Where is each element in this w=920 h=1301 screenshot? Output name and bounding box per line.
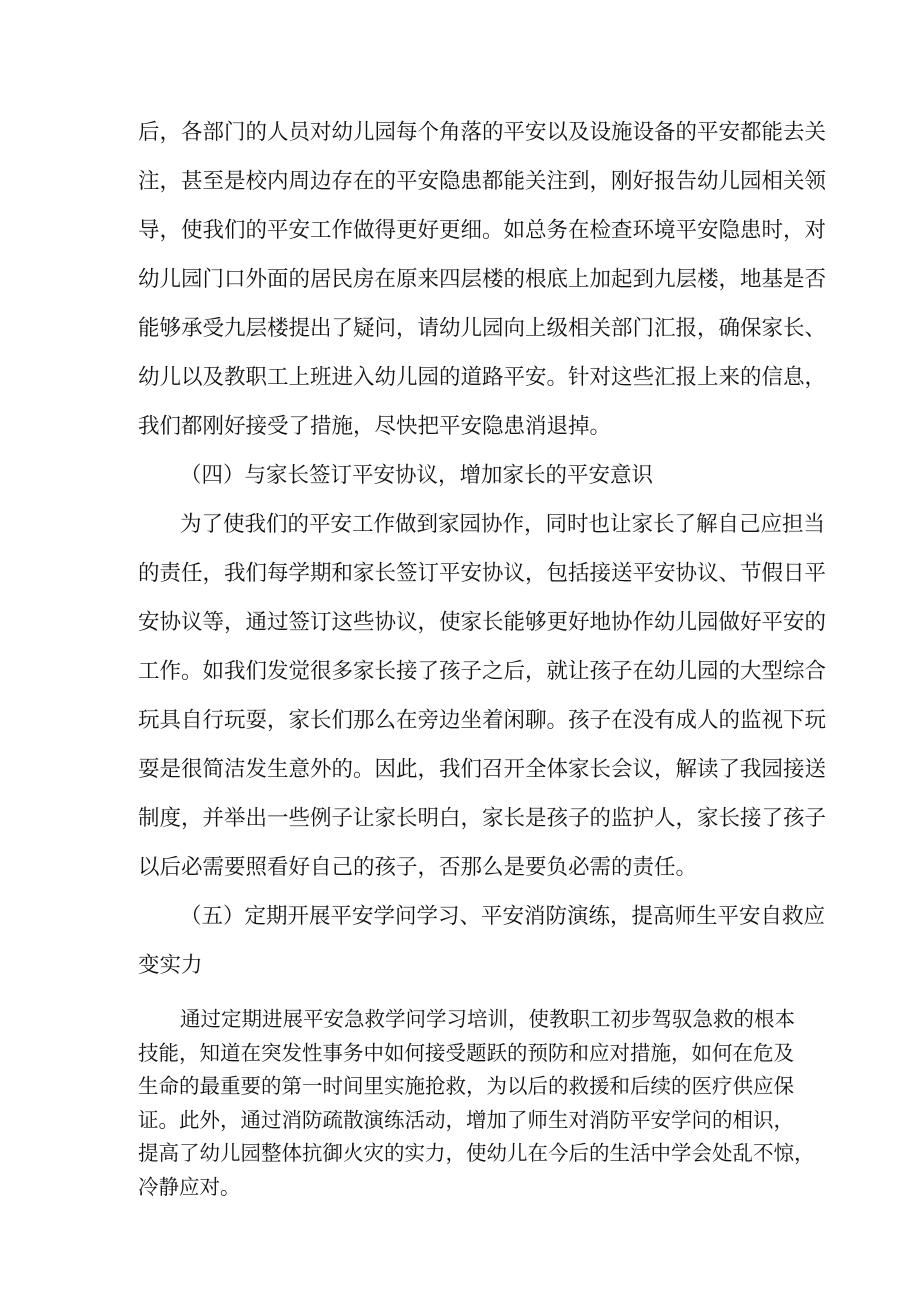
paragraph-2-line: 以后必需要照看好自己的孩子，否那么是要负必需的责任。 [138,855,698,880]
paragraph-3-line: 证。此外，通过消防疏散演练活动，增加了师生对消防平安学问的相识， [138,1108,794,1132]
paragraph-1-line: 我们都刚好接受了措施，尽快把平安隐患消退掉。 [138,414,612,439]
paragraph-2-line: 玩具自行玩耍，家长们那么在旁边坐着闲聊。孩子在没有成人的监视下玩 [138,708,827,733]
paragraph-2-line: 工作。如我们发觉很多家长接了孩子之后，就让孩子在幼儿园的大型综合 [138,659,827,684]
paragraph-2-line: 制度，并举出一些例子让家长明白，家长是孩子的监护人，家长接了孩子 [138,806,827,831]
paragraph-1-line: 导，使我们的平安工作做得更好更细。如总务在检查环境平安隐患时，对 [138,218,827,243]
paragraph-3-line: 技能，知道在突发性事务中如何接受题跃的预防和应对措施，如何在危及 [138,1041,794,1065]
paragraph-3-line: 冷静应对。 [138,1175,241,1199]
paragraph-2-line: 安协议等，通过签订这些协议，使家长能够更好地协作幼儿园做好平安的 [138,610,827,635]
paragraph-1-line: 幼儿以及教职工上班进入幼儿园的道路平安。针对这些汇报上来的信息， [138,365,827,390]
section-heading-5-continued: 变实力 [138,953,203,978]
paragraph-1-line: 幼儿园门口外面的居民房在原来四层楼的根底上加起到九层楼，地基是否 [138,267,827,292]
paragraph-3-line: 生命的最重要的第一时间里实施抢救，为以后的救援和后续的医疗供应保 [138,1074,794,1098]
paragraph-1-line: 后，各部门的人员对幼儿园每个角落的平安以及设施设备的平安都能去关 [138,120,827,145]
paragraph-1-line: 能够承受九层楼提出了疑问，请幼儿园向上级相关部门汇报，确保家长、 [138,316,827,341]
paragraph-2-line: 为了使我们的平安工作做到家园协作，同时也让家长了解自己应担当 [180,512,826,537]
paragraph-1-line: 注，甚至是校内周边存在的平安隐患都能关注到，刚好报告幼儿园相关领 [138,169,827,194]
paragraph-3-line: 提高了幼儿园整体抗御火灾的实力，使幼儿在今后的生活中学会处乱不惊， [138,1141,815,1165]
paragraph-2-line: 耍是很简洁发生意外的。因此，我们召开全体家长会议，解读了我园接送 [138,757,827,782]
paragraph-3-line: 通过定期进展平安急救学问学习培训，使教职工初步驾驭急救的根本 [180,1007,795,1031]
paragraph-2-line: 的责任，我们每学期和家长签订平安协议，包括接送平安协议、节假日平 [138,561,827,586]
section-heading-5: （五）定期开展平安学问学习、平安消防演练，提高师生平安自救应 [180,904,826,929]
section-heading-4: （四）与家长签订平安协议，增加家长的平安意识 [180,463,654,488]
